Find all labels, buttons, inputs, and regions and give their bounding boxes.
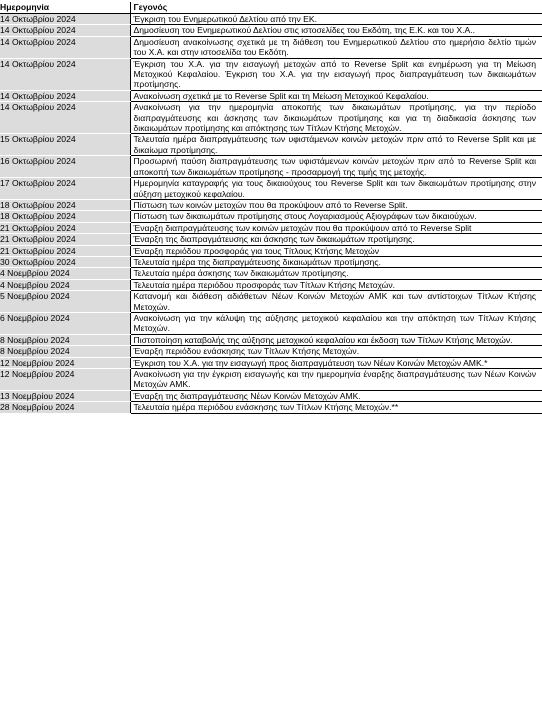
event-cell: Τελευταία ημέρα διαπραγμάτευσης των υφιστάμενων κοινών μετοχών πριν από το Reverse Split και με δικαίωμα προτίμησης. [130,134,542,156]
table-row [0,268,542,279]
event-cell: Ημερομηνία καταγραφής για τους δικαιούχους του Reverse Split και των δικαιωμάτων προτίμησης στην αύξηση μετοχικού κεφαλαίου. [130,178,542,200]
event-cell: Τελευταία ημέρα άσκησης των δικαιωμάτων προτίμησης. [130,268,542,279]
event-cell: Έναρξη περιόδου ενάσκησης των Τίτλων Κτήσης Μετοχών. [130,346,542,357]
table-row [0,199,542,210]
event-cell: Έναρξη της διαπραγμάτευσης και άσκησης των δικαιωμάτων προτίμησης. [130,234,542,245]
date-cell: 14 Οκτωβρίου 2024 [0,14,130,25]
event-cell: Ανακοίνωση για την έγκριση εισαγωγής και την ημερομηνία έναρξης διαπραγμάτευσης των Νέων Κοινών Μετοχών ΑΜΚ. [130,369,542,391]
date-cell: 18 Οκτωβρίου 2024 [0,199,130,210]
date-cell: 14 Οκτωβρίου 2024 [0,36,130,58]
date-cell: 16 Οκτωβρίου 2024 [0,156,130,178]
event-cell: Έναρξη περιόδου προσφοράς για τους Τίτλους Κτήσης Μετοχών [130,245,542,256]
date-cell: 4 Νοεμβρίου 2024 [0,279,130,290]
date-cell: 14 Οκτωβρίου 2024 [0,102,130,134]
event-cell: Κατανομή και διάθεση αδιάθετων Νέων Κοινών Μετοχών ΑΜΚ και των αντίστοιχων Τίτλων Κτήσης Μετοχών. [130,291,542,313]
date-cell: 13 Νοεμβρίου 2024 [0,390,130,401]
event-cell: Τελευταία ημέρα περιόδου ενάσκησης των Τίτλων Κτήσης Μετοχών.** [130,402,542,413]
date-cell: 8 Νοεμβρίου 2024 [0,346,130,357]
event-cell: Έγκριση του Ενημερωτικού Δελτίου από την ΕΚ. [130,14,542,25]
table-header [0,2,542,14]
event-cell: Ανακοίνωση για την κάλυψη της αύξησης μετοχικού κεφαλαίου και την απόκτηση των Τίτλων Κτήσης Μετοχών. [130,312,542,334]
table-row [0,279,542,290]
table-row [0,346,542,357]
date-cell: 21 Οκτωβρίου 2024 [0,245,130,256]
date-cell: 5 Νοεμβρίου 2024 [0,291,130,313]
table-row [0,102,542,134]
table-row [0,402,542,413]
date-cell: 17 Οκτωβρίου 2024 [0,178,130,200]
table-row [0,58,542,90]
event-cell: Έγκριση του Χ.Α. για την εισαγωγή μετοχών από το Reverse Split και ενημέρωση για τη Μείωση Μετοχικού Κεφαλαίου. Έγκριση του Χ.Α. για την εισαγωγή προς διαπραγμάτευση των δικαιωμάτων προτίμησης. [130,58,542,90]
table-row [0,245,542,256]
table-row [0,334,542,345]
date-cell: 21 Οκτωβρίου 2024 [0,222,130,233]
table-row [0,90,542,101]
date-cell: 6 Νοεμβρίου 2024 [0,312,130,334]
event-cell: Έναρξη διαπραγμάτευσης των κοινών μετοχών που θα προκύψουν από το Reverse Split [130,222,542,233]
table-row [0,134,542,156]
date-cell: 12 Νοεμβρίου 2024 [0,357,130,368]
event-cell: Έναρξη της διαπραγμάτευσης Νέων Κοινών Μετοχών ΑΜΚ. [130,390,542,401]
event-cell: Πίστωση των δικαιωμάτων προτίμησης στους Λογαριασμούς Αξιογράφων των δικαιούχων. [130,211,542,222]
table-row [0,357,542,368]
table-row [0,211,542,222]
table-row [0,14,542,25]
table-row [0,390,542,401]
table-row [0,291,542,313]
table-row [0,312,542,334]
date-cell: 12 Νοεμβρίου 2024 [0,369,130,391]
event-cell: Ανακοίνωση σχετικά με το Reverse Split και τη Μείωση Μετοχικού Κεφαλαίου. [130,90,542,101]
event-cell: Ανακοίνωση για την ημερομηνία αποκοπής των δικαιωμάτων προτίμησης, για την περίοδο διαπραγμάτευσης και άσκησης των δικαιωμάτων προτίμησης και για τη διαδικασία άσκησης των δικαιωμάτων προτίμησης και απόκτησης των Τίτλων Κτήσης Μετοχών. [130,102,542,134]
date-cell: 8 Νοεμβρίου 2024 [0,334,130,345]
table-row [0,222,542,233]
event-cell: Δημοσίευση του Ενημερωτικού Δελτίου στις ιστοσελίδες του Εκδότη, της Ε.Κ. και του Χ.Α.. [130,25,542,36]
date-cell: 30 Οκτωβρίου 2024 [0,256,130,267]
date-cell: 28 Νοεμβρίου 2024 [0,402,130,413]
date-column-header: Ημερομηνία [0,2,130,14]
table-row [0,234,542,245]
event-cell: Πίστωση των κοινών μετοχών που θα προκύψουν από το Reverse Split. [130,199,542,210]
date-cell: 18 Οκτωβρίου 2024 [0,211,130,222]
event-cell: Δημοσίευση ανακοίνωσης σχετικά με τη διάθεση του Ενημερωτικού Δελτίου στο ημερήσιο δελτίο τιμών του Χ.Α. και στην ιστοσελίδα του Εκδότη. [130,36,542,58]
event-cell: Τελευταία ημέρα περιόδου προσφοράς των Τίτλων Κτήσης Μετοχών. [130,279,542,290]
timeline-table [0,2,542,414]
table-row [0,156,542,178]
table-body [0,14,542,414]
event-column-header: Γεγονός [130,2,542,14]
table-row [0,256,542,267]
event-cell: Έγκριση του Χ.Α. για την εισαγωγή προς διαπραγμάτευση των Νέων Κοινών Μετοχών ΑΜΚ.* [130,357,542,368]
date-cell: 14 Οκτωβρίου 2024 [0,25,130,36]
event-cell: Πιστοποίηση καταβολής της αύξησης μετοχικού κεφαλαίου και έκδοση των Τίτλων Κτήσης Μετοχών. [130,334,542,345]
header-row [0,2,542,14]
date-cell: 21 Οκτωβρίου 2024 [0,234,130,245]
table-row [0,25,542,36]
table-row [0,369,542,391]
event-cell: Προσωρινή παύση διαπραγμάτευσης των υφιστάμενων κοινών μετοχών πριν από το Reverse Split και αποκοπή των δικαιωμάτων προτίμησης - προσαρμογή της τιμής της μετοχής. [130,156,542,178]
event-cell: Τελευταία ημέρα της διαπραγμάτευσης δικαιωμάτων προτίμησης. [130,256,542,267]
date-cell: 14 Οκτωβρίου 2024 [0,58,130,90]
table-row [0,36,542,58]
date-cell: 15 Οκτωβρίου 2024 [0,134,130,156]
table-row [0,178,542,200]
date-cell: 14 Οκτωβρίου 2024 [0,90,130,101]
date-cell: 4 Νοεμβρίου 2024 [0,268,130,279]
